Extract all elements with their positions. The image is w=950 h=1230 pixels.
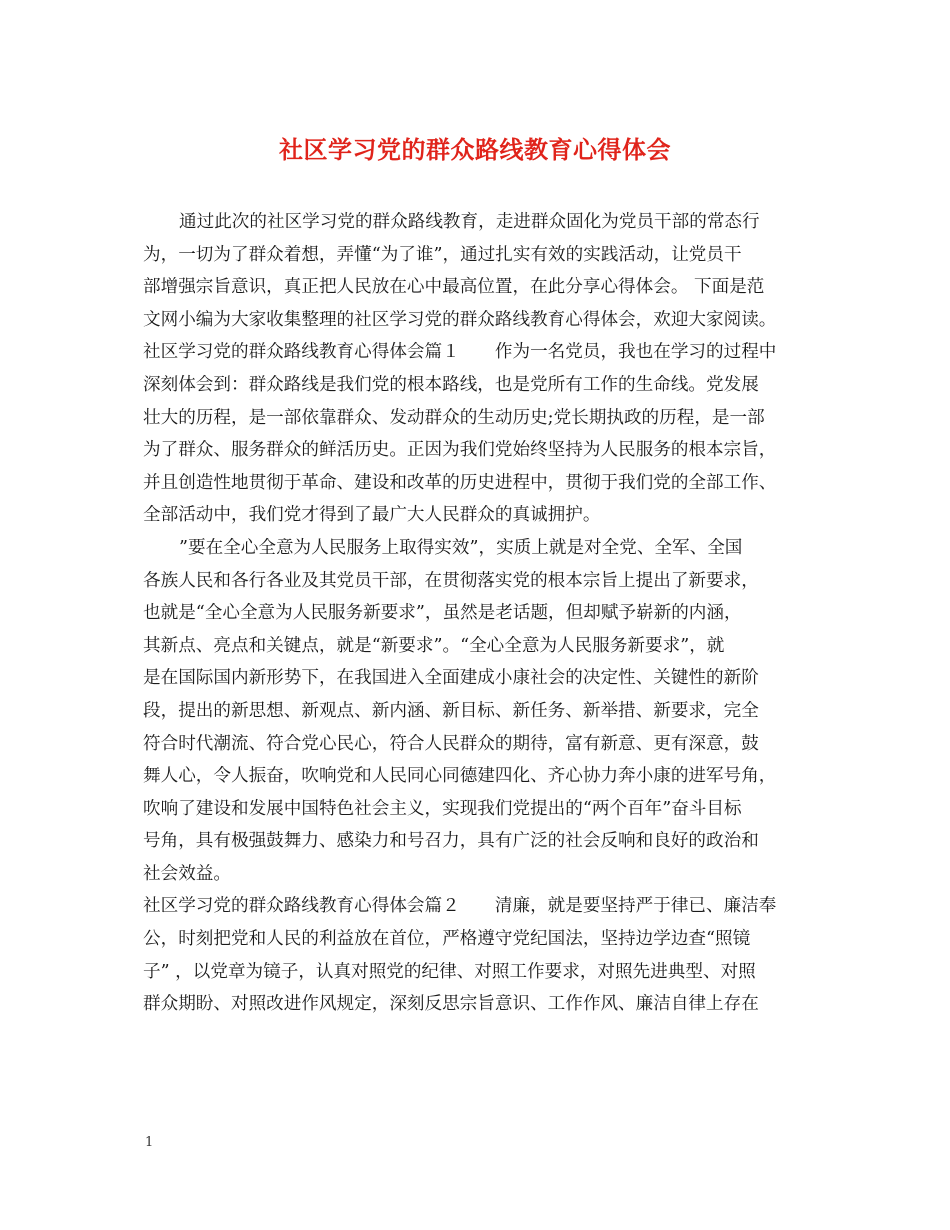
paragraph-line: 是在国际国内新形势下，在我国进入全面建成小康社会的决定性、关键性的新阶	[143, 668, 759, 689]
document-body	[143, 206, 833, 1021]
paragraph-line: 吹响了建设和发展中国特色社会主义，实现我们党提出的“两个百年”奋斗目标	[143, 798, 742, 819]
paragraph-line: 社区学习党的群众路线教育心得体会篇２ 清廉，就是要坚持严于律已、廉洁奉	[143, 896, 777, 917]
paragraph-line: 舞人心，令人振奋，吹响党和人民同心同德建四化、齐心协力奔小康的进军号角，	[143, 766, 777, 787]
paragraph-line: 为，一切为了群众着想，弄懂“为了谁”，通过扎实有效的实践活动，让党员干	[143, 244, 742, 265]
paragraph-line: 段，提出的新思想、新观点、新内涵、新目标、新任务、新举措、新要求，完全	[143, 700, 759, 721]
paragraph-line: 全部活动中，我们党才得到了最广大人民群众的真诚拥护。	[143, 505, 601, 526]
paragraph-line: 社区学习党的群众路线教育心得体会篇１ 作为一名党员，我也在学习的过程中	[143, 342, 777, 363]
paragraph-line: 壮大的历程，是一部依靠群众、发动群众的生动历史;党长期执政的历程，是一部	[143, 407, 765, 428]
paragraph-line: 号角，具有极强鼓舞力、感染力和号召力，具有广泛的社会反响和良好的政治和	[143, 831, 759, 852]
page-number: 1	[145, 1135, 154, 1150]
paragraph-line: 为了群众、服务群众的鲜活历史。正因为我们党始终坚持为人民服务的根本宗旨，	[143, 440, 777, 461]
paragraph-line: 深刻体会到：群众路线是我们党的根本路线，也是党所有工作的生命线。党发展	[143, 374, 759, 395]
paragraph-line: 各族人民和各行各业及其党员干部，在贯彻落实党的根本宗旨上提出了新要求，	[143, 570, 759, 591]
paragraph-line: 社会效益。	[143, 863, 231, 884]
paragraph-line: 子” ，以党章为镜子，认真对照党的纪律、对照工作要求，对照先进典型、对照	[143, 961, 756, 982]
document-title: 社区学习党的群众路线教育心得体会	[279, 135, 671, 164]
paragraph-line: 公，时刻把党和人民的利益放在首位，严格遵守党纪国法，坚持边学边查“照镜	[143, 929, 751, 950]
paragraph-line: 群众期盼、对照改进作风规定，深刻反思宗旨意识、工作作风、廉洁自律上存在	[143, 994, 759, 1015]
paragraph-line: ”要在全心全意为人民服务上取得实效”，实质上就是对全党、全军、全国	[179, 537, 743, 558]
paragraph-line: 部增强宗旨意识，真正把人民放在心中最高位置，在此分享心得体会。 下面是范	[143, 277, 765, 298]
paragraph-line: 通过此次的社区学习党的群众路线教育，走进群众固化为党员干部的常态行	[179, 212, 760, 232]
paragraph-line: 也就是“全心全意为人民服务新要求”，虽然是老话题，但却赋予崭新的内涵，	[143, 603, 742, 624]
paragraph-line: 文网小编为大家收集整理的社区学习党的群众路线教育心得体会，欢迎大家阅读。	[143, 309, 777, 330]
paragraph-line: 符合时代潮流、符合党心民心，符合人民群众的期待，富有新意、更有深意，鼓	[143, 733, 759, 754]
paragraph-line: 其新点、亮点和关键点，就是“新要求”。“全心全意为人民服务新要求”，就	[143, 635, 725, 656]
paragraph-line: 并且创造性地贯彻于革命、建设和改革的历史进程中，贯彻于我们党的全部工作、	[143, 472, 777, 493]
